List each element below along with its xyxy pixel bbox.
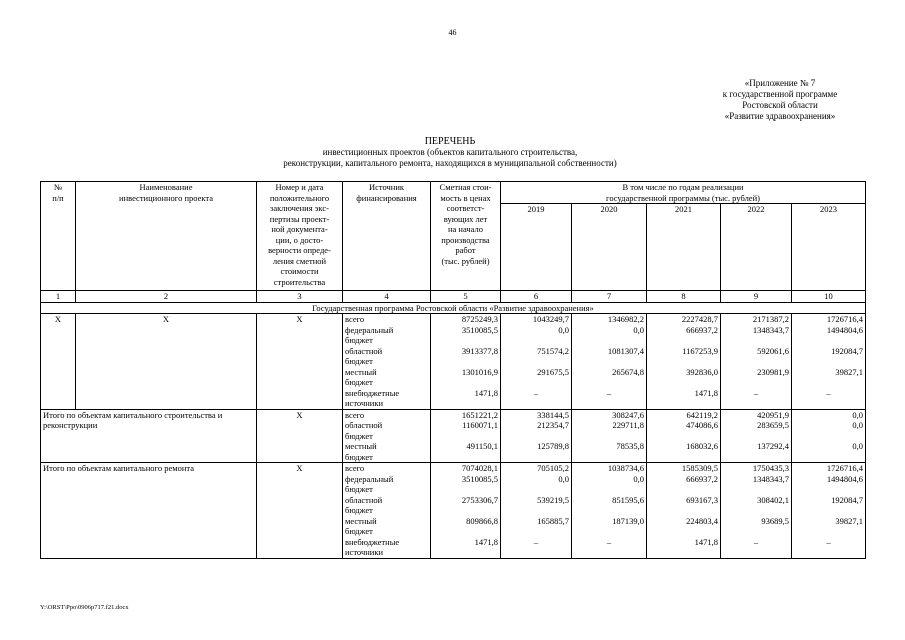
year-value-cell: 1750435,3 <box>721 463 792 474</box>
year-value-cell: 1348343,7 <box>721 325 792 346</box>
year-value-cell: 39827,1 <box>792 367 866 388</box>
year-value-cell: 0,0 <box>792 409 866 420</box>
year-value-cell: 1471,8 <box>647 388 721 410</box>
year-value-cell: 1726716,4 <box>792 463 866 474</box>
year-value-cell: 39827,1 <box>792 516 866 537</box>
year-value-cell: 642119,2 <box>647 409 721 420</box>
year-value-cell: 0,0 <box>792 420 866 441</box>
header-source: Источник финансирования <box>343 182 431 291</box>
year-value-cell: 1038734,6 <box>572 463 647 474</box>
column-number: 9 <box>721 291 792 303</box>
year-value-cell: 224803,4 <box>647 516 721 537</box>
year-value-cell: 265674,8 <box>572 367 647 388</box>
estimated-cost-cell: 491150,1 <box>431 441 501 463</box>
header-num: № п/п <box>41 182 76 291</box>
column-number: 6 <box>501 291 572 303</box>
year-value-cell: 666937,2 <box>647 325 721 346</box>
year-value-cell: 1167253,9 <box>647 346 721 367</box>
year-value-cell: 283659,5 <box>721 420 792 441</box>
year-value-cell: 137292,4 <box>721 441 792 463</box>
year-value-cell: 1585309,5 <box>647 463 721 474</box>
header-year: 2019 <box>501 204 572 291</box>
estimated-cost-cell: 2753306,7 <box>431 495 501 516</box>
year-value-cell: 212354,7 <box>501 420 572 441</box>
column-number: 5 <box>431 291 501 303</box>
year-value-cell: 291675,5 <box>501 367 572 388</box>
year-value-cell: 125789,8 <box>501 441 572 463</box>
year-value-cell: 2227428,7 <box>647 314 721 325</box>
estimated-cost-cell: 1471,8 <box>431 388 501 410</box>
appendix-line: к государственной программе <box>722 89 838 99</box>
header-year: 2023 <box>792 204 866 291</box>
estimated-cost-cell: 3510085,5 <box>431 325 501 346</box>
funding-source-cell: местный бюджет <box>343 441 431 463</box>
year-value-cell: 1346982,2 <box>572 314 647 325</box>
year-value-cell: 592061,6 <box>721 346 792 367</box>
header-year: 2022 <box>721 204 792 291</box>
year-value-cell: 93689,5 <box>721 516 792 537</box>
column-number: 3 <box>257 291 343 303</box>
year-value-cell: 0,0 <box>572 325 647 346</box>
year-value-cell: 192084,7 <box>792 346 866 367</box>
year-value-cell: 165885,7 <box>501 516 572 537</box>
header-row <box>41 182 866 204</box>
year-value-cell: 539219,5 <box>501 495 572 516</box>
year-value-cell: – <box>721 388 792 410</box>
column-number: 7 <box>572 291 647 303</box>
estimated-cost-cell: 1471,8 <box>431 537 501 559</box>
year-value-cell: – <box>792 388 866 410</box>
funding-source-cell: всего <box>343 314 431 325</box>
table-row <box>41 314 866 325</box>
header-cost: Сметная стои- мость в ценах соответст- вующих лет на начало производства работ (тыс. рублей) <box>431 182 501 291</box>
appendix-line: Ростовской области <box>742 100 818 110</box>
year-value-cell: 1043249,7 <box>501 314 572 325</box>
funding-source-cell: областной бюджет <box>343 420 431 441</box>
year-value-cell: 168032,6 <box>647 441 721 463</box>
expertise-cell: Х <box>257 409 343 463</box>
investment-projects-table <box>40 181 866 559</box>
year-value-cell: – <box>572 537 647 559</box>
estimated-cost-cell: 1301016,9 <box>431 367 501 388</box>
year-value-cell: 0,0 <box>792 441 866 463</box>
expertise-cell: Х <box>257 463 343 559</box>
expertise-cell: Х <box>257 314 343 410</box>
estimated-cost-cell: 8725249,3 <box>431 314 501 325</box>
funding-source-cell: федеральный бюджет <box>343 474 431 495</box>
year-value-cell: 2171387,2 <box>721 314 792 325</box>
table-row <box>41 463 866 474</box>
header-expertise: Номер и дата положительного заключения экс- пертизы проект- ной документа- ции, о досто- верности опреде- ления сметной стоимости строительства <box>257 182 343 291</box>
subtitle-line: инвестиционных проектов (объектов капитального строительства, <box>322 147 578 157</box>
program-row <box>41 302 866 314</box>
column-number: 8 <box>647 291 721 303</box>
year-value-cell: 1494804,6 <box>792 325 866 346</box>
funding-source-cell: всего <box>343 409 431 420</box>
project-name-cell: Итого по объектам капитального ремонта <box>41 463 257 559</box>
year-value-cell: 187139,0 <box>572 516 647 537</box>
year-value-cell: 1471,8 <box>647 537 721 559</box>
year-value-cell: 851595,6 <box>572 495 647 516</box>
year-value-cell: 192084,7 <box>792 495 866 516</box>
funding-source-cell: областной бюджет <box>343 495 431 516</box>
row-number-cell: Х <box>41 314 76 410</box>
column-number: 2 <box>76 291 257 303</box>
estimated-cost-cell: 3913377,8 <box>431 346 501 367</box>
header-year: 2021 <box>647 204 721 291</box>
page-number: 46 <box>448 28 457 37</box>
column-number: 4 <box>343 291 431 303</box>
year-value-cell: 1726716,4 <box>792 314 866 325</box>
year-value-cell: 0,0 <box>501 325 572 346</box>
appendix-note <box>700 78 860 122</box>
project-name-cell: Х <box>76 314 257 410</box>
program-title: Государственная программа Ростовской области «Развитие здравоохранения» <box>41 302 866 314</box>
year-value-cell: – <box>501 537 572 559</box>
funding-source-cell: местный бюджет <box>343 516 431 537</box>
year-value-cell: 392836,0 <box>647 367 721 388</box>
year-value-cell: 230981,9 <box>721 367 792 388</box>
estimated-cost-cell: 7074028,1 <box>431 463 501 474</box>
year-value-cell: – <box>792 537 866 559</box>
year-value-cell: 308402,1 <box>721 495 792 516</box>
year-value-cell: 1081307,4 <box>572 346 647 367</box>
table-row <box>41 409 866 420</box>
column-number-row <box>41 291 866 303</box>
year-value-cell: 474086,6 <box>647 420 721 441</box>
year-value-cell: 751574,2 <box>501 346 572 367</box>
year-value-cell: 229711,8 <box>572 420 647 441</box>
year-value-cell: 666937,2 <box>647 474 721 495</box>
year-value-cell: 1494804,6 <box>792 474 866 495</box>
funding-source-cell: местный бюджет <box>343 367 431 388</box>
year-value-cell: 0,0 <box>572 474 647 495</box>
year-value-cell: 420951,9 <box>721 409 792 420</box>
year-value-cell: 0,0 <box>501 474 572 495</box>
year-value-cell: – <box>501 388 572 410</box>
funding-source-cell: внебюджетные источники <box>343 388 431 410</box>
file-path-footer: Y:\ORST\Ppo\0906p717.f21.docx <box>40 604 129 611</box>
appendix-line: «Приложение № 7 <box>744 78 816 88</box>
column-number: 10 <box>792 291 866 303</box>
estimated-cost-cell: 3510085,5 <box>431 474 501 495</box>
project-name-cell: Итого по объектам капитального строительства и реконструкции <box>41 409 257 463</box>
document-title: ПЕРЕЧЕНЬ <box>424 136 476 147</box>
estimated-cost-cell: 1160071,1 <box>431 420 501 441</box>
year-value-cell: – <box>721 537 792 559</box>
funding-source-cell: внебюджетные источники <box>343 537 431 559</box>
year-value-cell: 78535,8 <box>572 441 647 463</box>
funding-source-cell: всего <box>343 463 431 474</box>
year-value-cell: – <box>572 388 647 410</box>
column-number: 1 <box>41 291 76 303</box>
year-value-cell: 308247,6 <box>572 409 647 420</box>
year-value-cell: 705105,2 <box>501 463 572 474</box>
funding-source-cell: областной бюджет <box>343 346 431 367</box>
header-year: 2020 <box>572 204 647 291</box>
year-value-cell: 693167,3 <box>647 495 721 516</box>
funding-source-cell: федеральный бюджет <box>343 325 431 346</box>
year-value-cell: 1348343,7 <box>721 474 792 495</box>
document-subtitle <box>200 147 700 169</box>
subtitle-line: реконструкции, капитального ремонта, находящихся в муниципальной собственности) <box>283 158 617 168</box>
header-years-group: В том числе по годам реализации государственной программы (тыс. рублей) <box>501 182 866 204</box>
estimated-cost-cell: 809866,8 <box>431 516 501 537</box>
estimated-cost-cell: 1651221,2 <box>431 409 501 420</box>
year-value-cell: 338144,5 <box>501 409 572 420</box>
header-name: Наименование инвестиционного проекта <box>76 182 257 291</box>
appendix-line: «Развитие здравоохранения» <box>724 111 836 121</box>
